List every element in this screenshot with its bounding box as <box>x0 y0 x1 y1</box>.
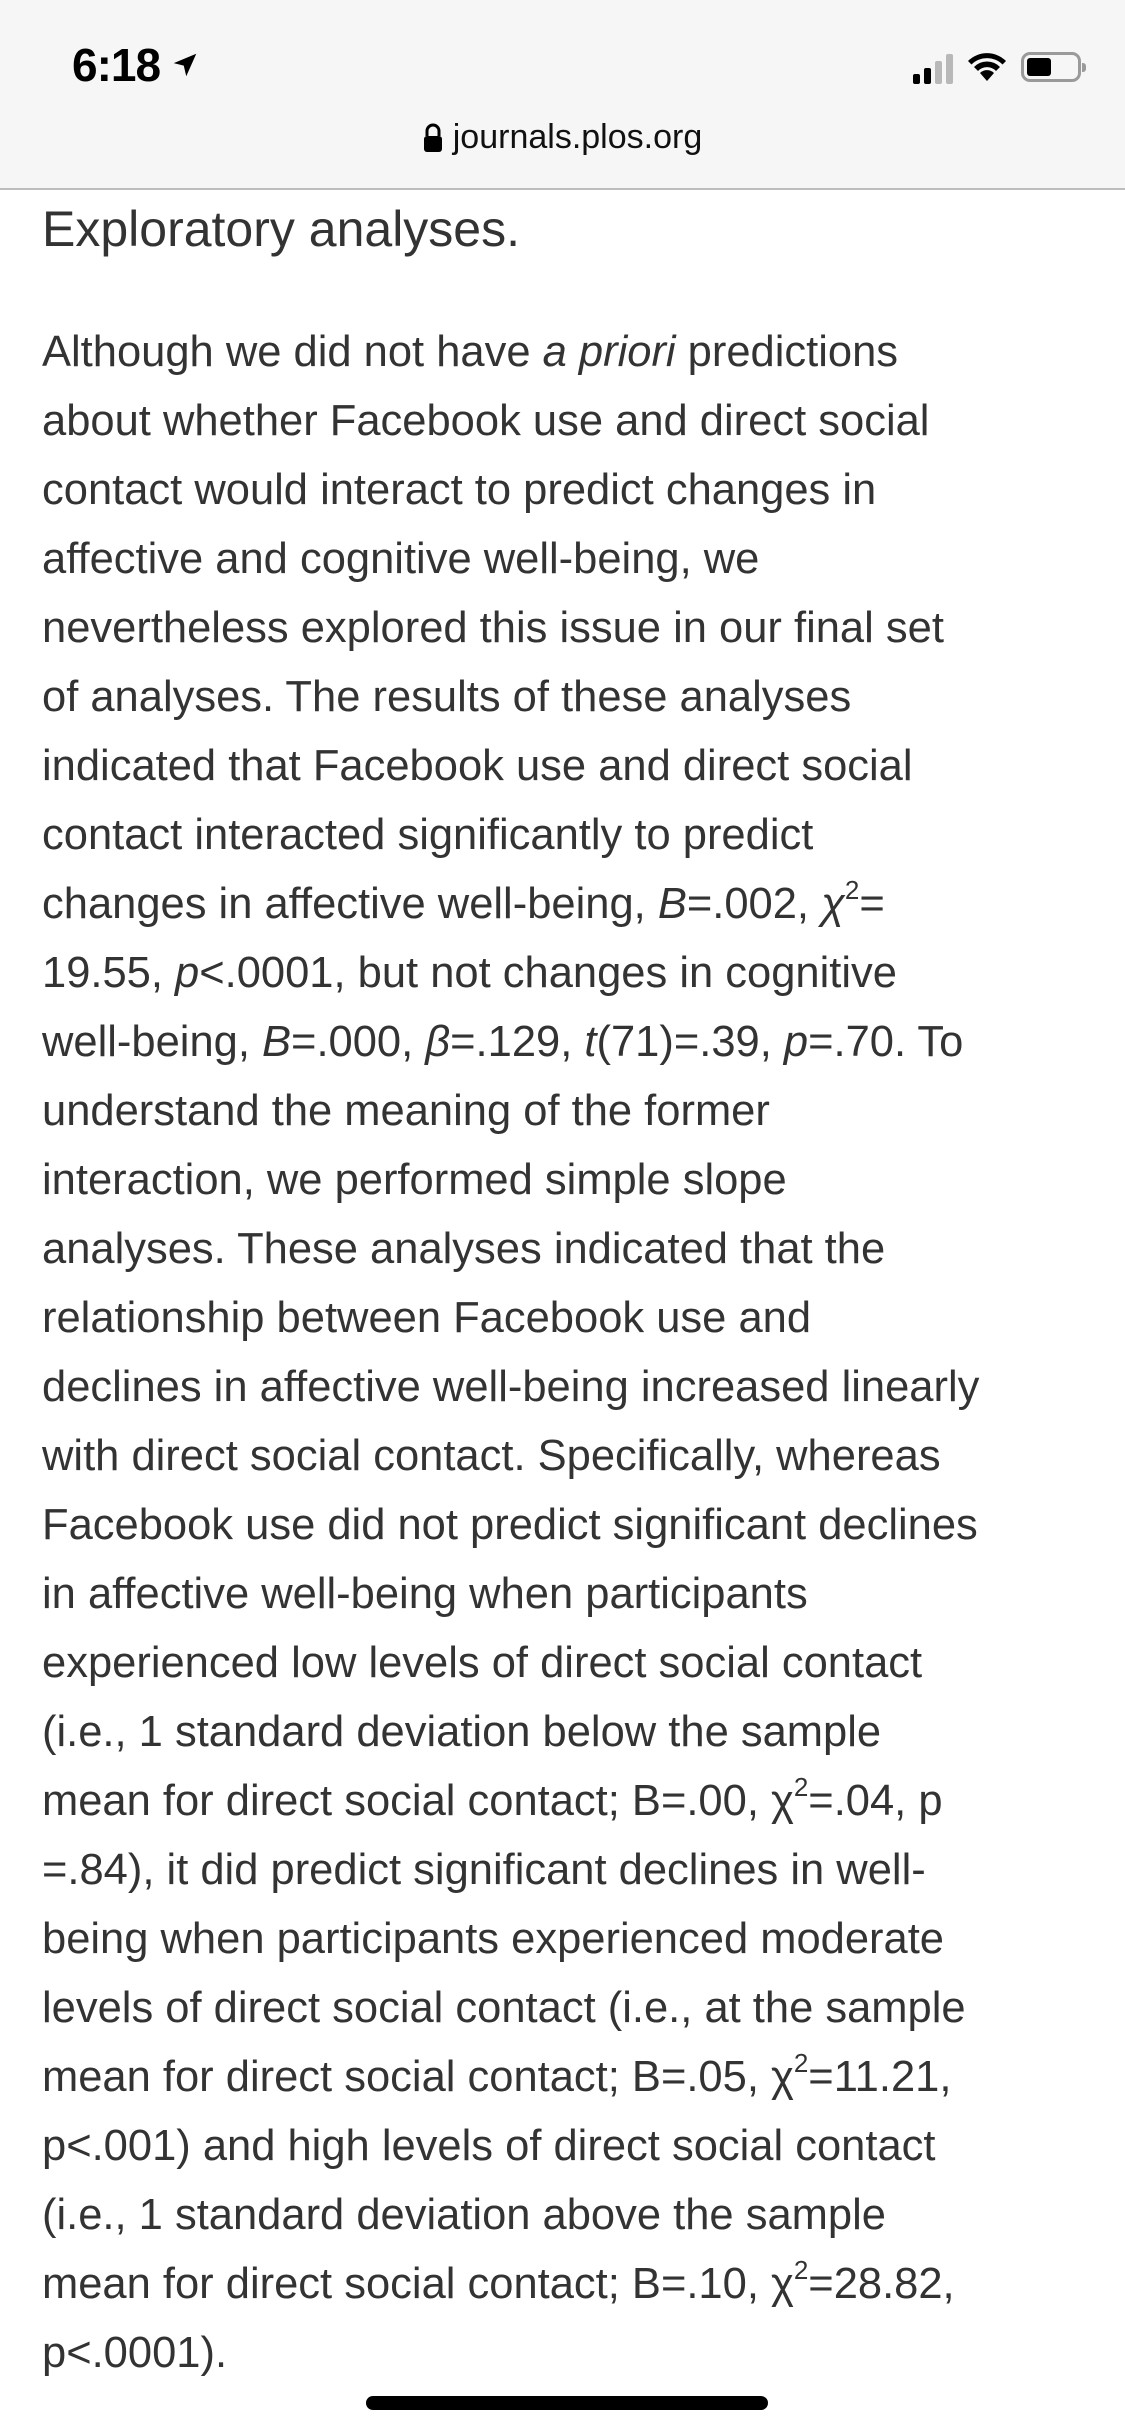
superscript: 2 <box>793 1771 809 1802</box>
superscript: 2 <box>844 874 860 905</box>
paragraph-line <box>42 318 979 387</box>
article-paragraph <box>42 318 979 2388</box>
text-run: being when participants experienced moderate <box>42 1915 944 1963</box>
cellular-signal-icon <box>913 50 953 84</box>
wifi-icon <box>967 51 1007 83</box>
location-arrow-icon <box>170 50 200 80</box>
text-run: (i.e., 1 standard deviation above the sample <box>42 2191 886 2239</box>
browser-top-bar <box>0 0 1125 190</box>
text-run: in affective well-being when participants <box>42 1570 808 1618</box>
text-run: mean for direct social contact; B=.00, χ <box>42 1777 794 1825</box>
text-run: =11.21, <box>808 2053 952 2101</box>
text-run: p<.0001). <box>42 2329 228 2377</box>
text-run: understand the meaning of the former <box>42 1087 770 1135</box>
text-run: predictions <box>675 328 899 376</box>
paragraph-line <box>42 525 979 594</box>
paragraph-line <box>42 870 979 939</box>
paragraph-line <box>42 1146 979 1215</box>
paragraph-line <box>42 1353 979 1422</box>
superscript: 2 <box>793 2047 809 2078</box>
text-run: p<.001) and high levels of direct social contact <box>42 2122 936 2170</box>
text-run: (71)=.39, <box>596 1018 784 1066</box>
status-time <box>72 38 200 92</box>
text-run: =.04, p <box>808 1777 943 1825</box>
text-run: =.002, <box>686 880 822 928</box>
text-run: changes in affective well-being, <box>42 880 658 928</box>
text-run: =28.82, <box>808 2260 955 2308</box>
paragraph-line <box>42 1491 979 1560</box>
text-run: contact interacted significantly to predict <box>42 811 814 859</box>
paragraph-line <box>42 1008 979 1077</box>
text-run: mean for direct social contact; B=.05, χ <box>42 2053 794 2101</box>
paragraph-line <box>42 2250 979 2319</box>
italic-text: t <box>584 1018 597 1066</box>
paragraph-line <box>42 1767 979 1836</box>
italic-text: B <box>262 1018 292 1066</box>
text-run: Facebook use did not predict significant declines <box>42 1501 978 1549</box>
text-run: relationship between Facebook use and <box>42 1294 812 1342</box>
italic-text: β <box>425 1018 451 1066</box>
italic-text: p <box>175 949 200 997</box>
superscript: 2 <box>793 2254 809 2285</box>
paragraph-line <box>42 1422 979 1491</box>
paragraph-line <box>42 2043 979 2112</box>
text-run: with direct social contact. Specifically, whereas <box>42 1432 941 1480</box>
paragraph-line <box>42 663 979 732</box>
battery-icon <box>1021 52 1081 82</box>
status-icons <box>913 50 1081 84</box>
text-run: well-being, <box>42 1018 263 1066</box>
italic-text: p <box>783 1018 809 1066</box>
paragraph-line <box>42 2112 979 2181</box>
paragraph-line <box>42 1215 979 1284</box>
text-run: =.70. To <box>808 1018 964 1066</box>
text-run: <.0001, but not changes in cognitive <box>199 949 897 997</box>
status-time-text: 6:18 <box>72 39 161 91</box>
italic-text: χ <box>821 880 845 928</box>
paragraph-line <box>42 1698 979 1767</box>
paragraph-line <box>42 2181 979 2250</box>
text-run: interaction, we performed simple slope <box>42 1156 787 1204</box>
text-run: declines in affective well-being increased linearly <box>42 1363 980 1411</box>
paragraph-line <box>42 1560 979 1629</box>
text-run: experienced low levels of direct social contact <box>42 1639 923 1687</box>
paragraph-line <box>42 1629 979 1698</box>
paragraph-line <box>42 1974 979 2043</box>
text-run: =.129, <box>450 1018 585 1066</box>
text-run: indicated that Facebook use and direct social <box>42 742 913 790</box>
paragraph-line <box>42 732 979 801</box>
text-run: of analyses. The results of these analyses <box>42 673 852 721</box>
text-run: analyses. These analyses indicated that the <box>42 1225 886 1273</box>
paragraph-line <box>42 939 979 1008</box>
paragraph-line <box>42 1836 979 1905</box>
paragraph-line <box>42 2319 979 2388</box>
address-bar[interactable] <box>0 118 1125 157</box>
text-run: mean for direct social contact; B=.10, χ <box>42 2260 794 2308</box>
text-run: levels of direct social contact (i.e., at the sample <box>42 1984 966 2032</box>
italic-text: a priori <box>542 328 676 376</box>
text-run: about whether Facebook use and direct social <box>42 397 930 445</box>
lock-icon <box>423 123 443 153</box>
paragraph-line <box>42 1077 979 1146</box>
section-heading: Exploratory analyses. <box>42 201 521 257</box>
paragraph-line <box>42 1905 979 1974</box>
text-run: = <box>859 880 885 928</box>
text-run: =.84), it did predict significant declines in well- <box>42 1846 926 1894</box>
text-run: affective and cognitive well-being, we <box>42 535 760 583</box>
paragraph-line <box>42 387 979 456</box>
text-run: contact would interact to predict changes in <box>42 466 877 514</box>
text-run: nevertheless explored this issue in our final set <box>42 604 944 652</box>
paragraph-line <box>42 801 979 870</box>
text-run: =.000, <box>291 1018 426 1066</box>
italic-text: B <box>657 880 687 928</box>
text-run: (i.e., 1 standard deviation below the sample <box>42 1708 882 1756</box>
home-indicator[interactable] <box>366 2396 768 2410</box>
url-text: journals.plos.org <box>452 118 703 156</box>
paragraph-line <box>42 456 979 525</box>
paragraph-line <box>42 594 979 663</box>
text-run: 19.55, <box>42 949 176 997</box>
paragraph-line <box>42 1284 979 1353</box>
text-run: Although we did not have <box>42 328 543 376</box>
